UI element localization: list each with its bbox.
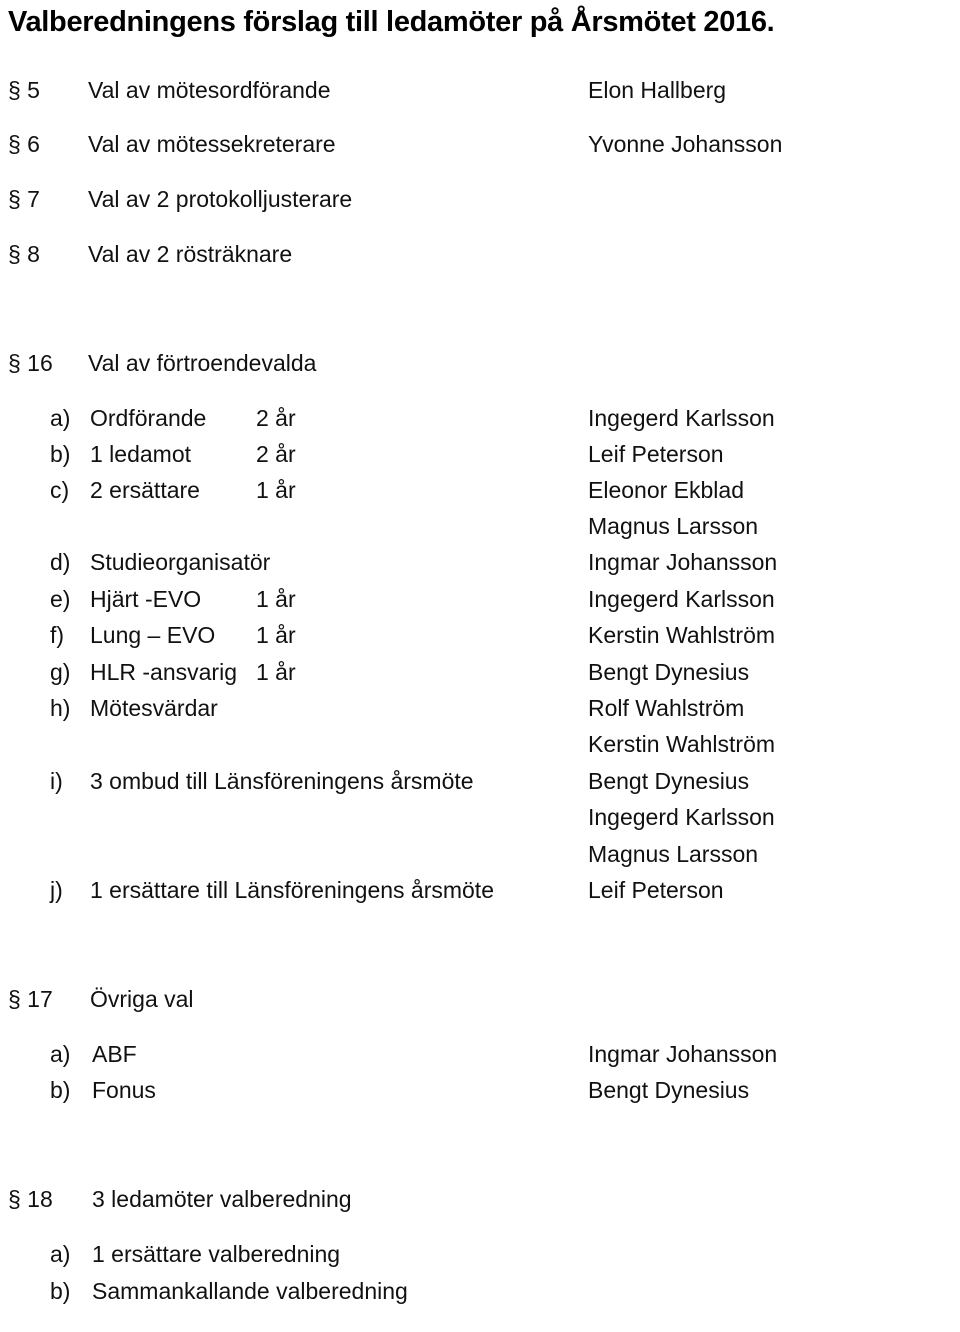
item-letter: b) bbox=[50, 1278, 71, 1304]
item-letter: a) bbox=[50, 405, 71, 431]
item-text: 1 ledamot bbox=[90, 441, 192, 467]
item-letter: g) bbox=[50, 659, 71, 685]
item-name: Magnus Larsson bbox=[588, 841, 759, 867]
item-name: Ingegerd Karlsson bbox=[588, 405, 775, 431]
item-letter: a) bbox=[50, 1241, 71, 1267]
section-number: § 5 bbox=[8, 77, 40, 103]
section-text: Val av mötesordförande bbox=[88, 77, 331, 103]
section-text: Övriga val bbox=[90, 986, 194, 1012]
item-name: Rolf Wahlström bbox=[588, 695, 745, 721]
item-text: Lung – EVO bbox=[90, 622, 216, 648]
item-name: Bengt Dynesius bbox=[588, 659, 750, 685]
section-text: Val av 2 rösträknare bbox=[88, 241, 293, 267]
item-term: 1 år bbox=[256, 659, 296, 685]
item-letter: b) bbox=[50, 441, 71, 467]
item-text: 2 ersättare bbox=[90, 477, 200, 503]
item-letter: f) bbox=[50, 622, 65, 648]
item-name: Magnus Larsson bbox=[588, 513, 759, 539]
item-letter: b) bbox=[50, 1077, 71, 1103]
item-letter: d) bbox=[50, 549, 71, 575]
item-term: 1 år bbox=[256, 477, 296, 503]
item-text: HLR -ansvarig bbox=[90, 659, 237, 685]
section-text: 3 ledamöter valberedning bbox=[92, 1186, 352, 1212]
item-text: ABF bbox=[92, 1041, 137, 1067]
item-letter: h) bbox=[50, 695, 71, 721]
item-letter: c) bbox=[50, 477, 70, 503]
section-number: § 8 bbox=[8, 241, 40, 267]
item-name: Ingmar Johansson bbox=[588, 1041, 778, 1067]
item-text: Hjärt -EVO bbox=[90, 586, 202, 612]
section-text: Val av förtroendevalda bbox=[88, 350, 317, 376]
item-name: Ingmar Johansson bbox=[588, 549, 778, 575]
section-name: Yvonne Johansson bbox=[588, 131, 783, 157]
item-text: 3 ombud till Länsföreningens årsmöte bbox=[90, 768, 474, 794]
item-letter: j) bbox=[50, 877, 63, 903]
section-number: § 18 bbox=[8, 1186, 53, 1212]
item-letter: i) bbox=[50, 768, 63, 794]
section-number: § 16 bbox=[8, 350, 53, 376]
item-text: Fonus bbox=[92, 1077, 156, 1103]
page-title: Valberedningens förslag till ledamöter på Årsmötet 2016. bbox=[8, 6, 775, 38]
item-text: 1 ersättare till Länsföreningens årsmöte bbox=[90, 877, 494, 903]
item-name: Bengt Dynesius bbox=[588, 1077, 750, 1103]
section-text: Val av mötessekreterare bbox=[88, 131, 336, 157]
section-name: Elon Hallberg bbox=[588, 77, 727, 103]
item-text: Mötesvärdar bbox=[90, 695, 218, 721]
item-text: Ordförande bbox=[90, 405, 207, 431]
item-name: Bengt Dynesius bbox=[588, 768, 750, 794]
item-text: 1 ersättare valberedning bbox=[92, 1241, 341, 1267]
item-term: 1 år bbox=[256, 622, 296, 648]
item-name: Eleonor Ekblad bbox=[588, 477, 744, 503]
item-text: Studieorganisatör bbox=[90, 549, 271, 575]
item-name: Leif Peterson bbox=[588, 441, 724, 467]
item-name: Leif Peterson bbox=[588, 877, 724, 903]
section-number: § 6 bbox=[8, 131, 40, 157]
item-letter: a) bbox=[50, 1041, 71, 1067]
item-term: 2 år bbox=[256, 441, 296, 467]
item-name: Ingegerd Karlsson bbox=[588, 586, 775, 612]
section-number: § 17 bbox=[8, 986, 53, 1012]
section-text: Val av 2 protokolljusterare bbox=[88, 186, 353, 212]
item-name: Ingegerd Karlsson bbox=[588, 804, 775, 830]
item-letter: e) bbox=[50, 586, 71, 612]
item-name: Kerstin Wahlström bbox=[588, 731, 776, 757]
item-term: 1 år bbox=[256, 586, 296, 612]
item-name: Kerstin Wahlström bbox=[588, 622, 776, 648]
section-number: § 7 bbox=[8, 186, 40, 212]
item-text: Sammankallande valberedning bbox=[92, 1278, 408, 1304]
item-term: 2 år bbox=[256, 405, 296, 431]
